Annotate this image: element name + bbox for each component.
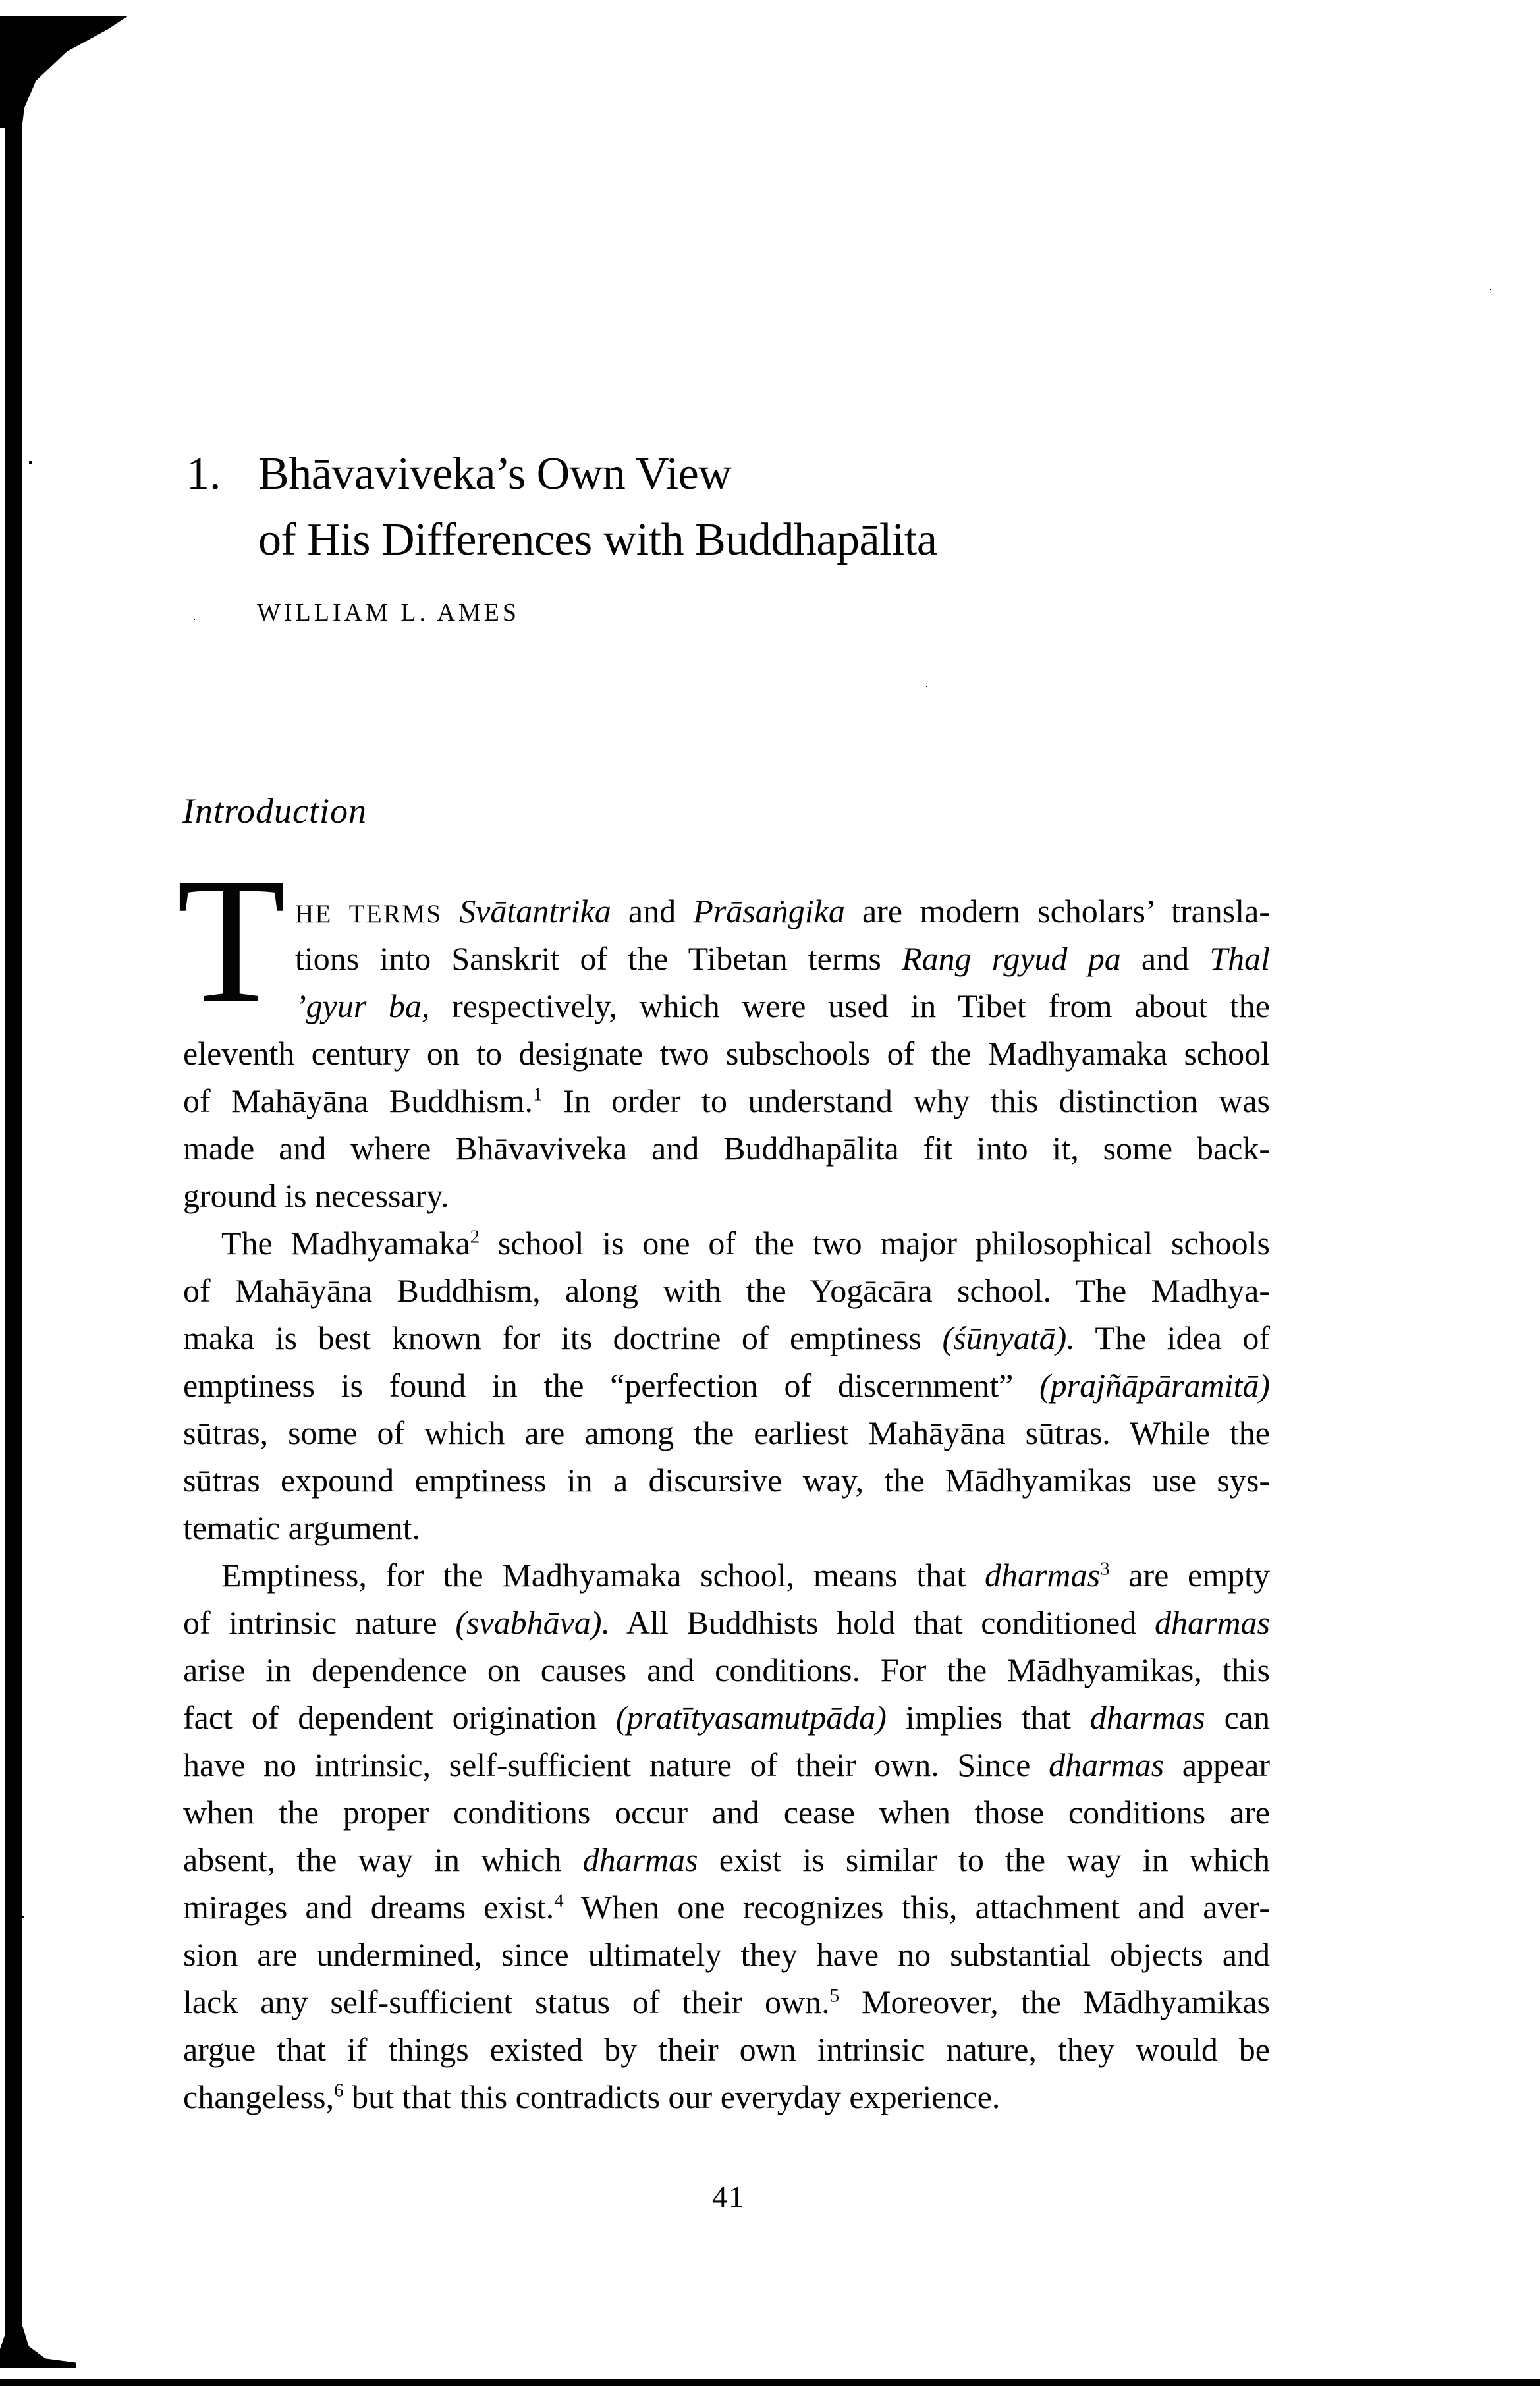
body-line: sūtras, some of which are among the earliest Mahāyāna sūtras. While the	[183, 1414, 1270, 1451]
scan-bottom-strip	[0, 2379, 1540, 2386]
body-line: when the proper conditions occur and cease when those conditions are	[183, 1794, 1270, 1831]
body-line: tions into Sanskrit of the Tibetan terms Rang rgyud pa and Thal	[295, 940, 1270, 977]
body-line: have no intrinsic, self-sufficient nature of their own. Since dharmas appear	[183, 1746, 1271, 1783]
body-line: of Mahāyāna Buddhism.$^1$ In order to understand why this distinction was	[183, 1082, 1271, 1119]
body-line: lack any self-sufficient status of their own.$^5$ Moreover, the Mādhyamikas	[183, 1984, 1270, 2020]
chapter-title-line-2: of His Differences with Buddhapālita	[258, 514, 937, 565]
body-line: absent, the way in which dharmas exist is similar to the way in which	[183, 1841, 1271, 1878]
scan-bar-foot	[0, 2327, 76, 2368]
scan-edge-bar	[5, 17, 22, 2366]
body-line: eleventh century on to designate two subschools of the Madhyamaka school	[183, 1035, 1270, 1072]
body-line: fact of dependent origination (pratītyasamutpāda) implies that dharmas can	[183, 1699, 1270, 1736]
body-line: sūtras expound emptiness in a discursive way, the Mādhyamikas use sys-	[183, 1462, 1270, 1499]
page-number: 41	[712, 2180, 745, 2213]
body-text	[183, 887, 1270, 2121]
body-line: arise in dependence on causes and conditions. For the Mādhyamikas, this	[183, 1651, 1270, 1688]
body-line: of Mahāyāna Buddhism, along with the Yogācāra school. The Madhya-	[183, 1272, 1270, 1309]
body-line: maka is best known for its doctrine of emptiness (śūnyatā). The idea of	[183, 1319, 1270, 1356]
body-line: tematic argument.	[183, 1509, 421, 1546]
body-line: emptiness is found in the “perfection of discernment” (prajñāpāramitā)	[183, 1367, 1270, 1404]
scan-corner-wedge	[0, 16, 128, 128]
body-line: of intrinsic nature (svabhāva). All Buddhists hold that conditioned dharmas	[183, 1604, 1271, 1641]
section-heading: Introduction	[182, 791, 367, 831]
body-line: changeless,$^6$ but that this contradicts our everyday experience.	[183, 2078, 1001, 2115]
body-line: HE TERMS Svātantrika and Prāsaṅgika are modern scholars’ transla-	[295, 893, 1271, 929]
scan-specks	[29, 461, 32, 464]
body-line: mirages and dreams exist.$^4$ When one recognizes this, attachment and aver-	[183, 1889, 1270, 1926]
author-name: WILLIAM L. AMES	[257, 599, 520, 626]
body-line: sion are undermined, since ultimately they have no substantial objects and	[183, 1936, 1270, 1973]
body-line: ’gyur ba, respectively, which were used in Tibet from about the	[295, 987, 1270, 1024]
body-line: ground is necessary.	[183, 1177, 449, 1214]
body-line: made and where Bhāvaviveka and Buddhapālita fit into it, some back-	[183, 1130, 1270, 1167]
body-line: Emptiness, for the Madhyamaka school, means that dharmas$^3$ are empty	[221, 1557, 1270, 1594]
chapter-number: 1.	[186, 449, 221, 499]
body-line: argue that if things existed by their own intrinsic nature, they would be	[183, 2031, 1270, 2068]
drop-cap: T	[177, 841, 287, 1040]
body-line: The Madhyamaka$^2$ school is one of the two major philosophical schools	[221, 1225, 1270, 1262]
chapter-title	[258, 441, 937, 573]
chapter-title-line-1: Bhāvaviveka’s Own View	[258, 449, 732, 499]
